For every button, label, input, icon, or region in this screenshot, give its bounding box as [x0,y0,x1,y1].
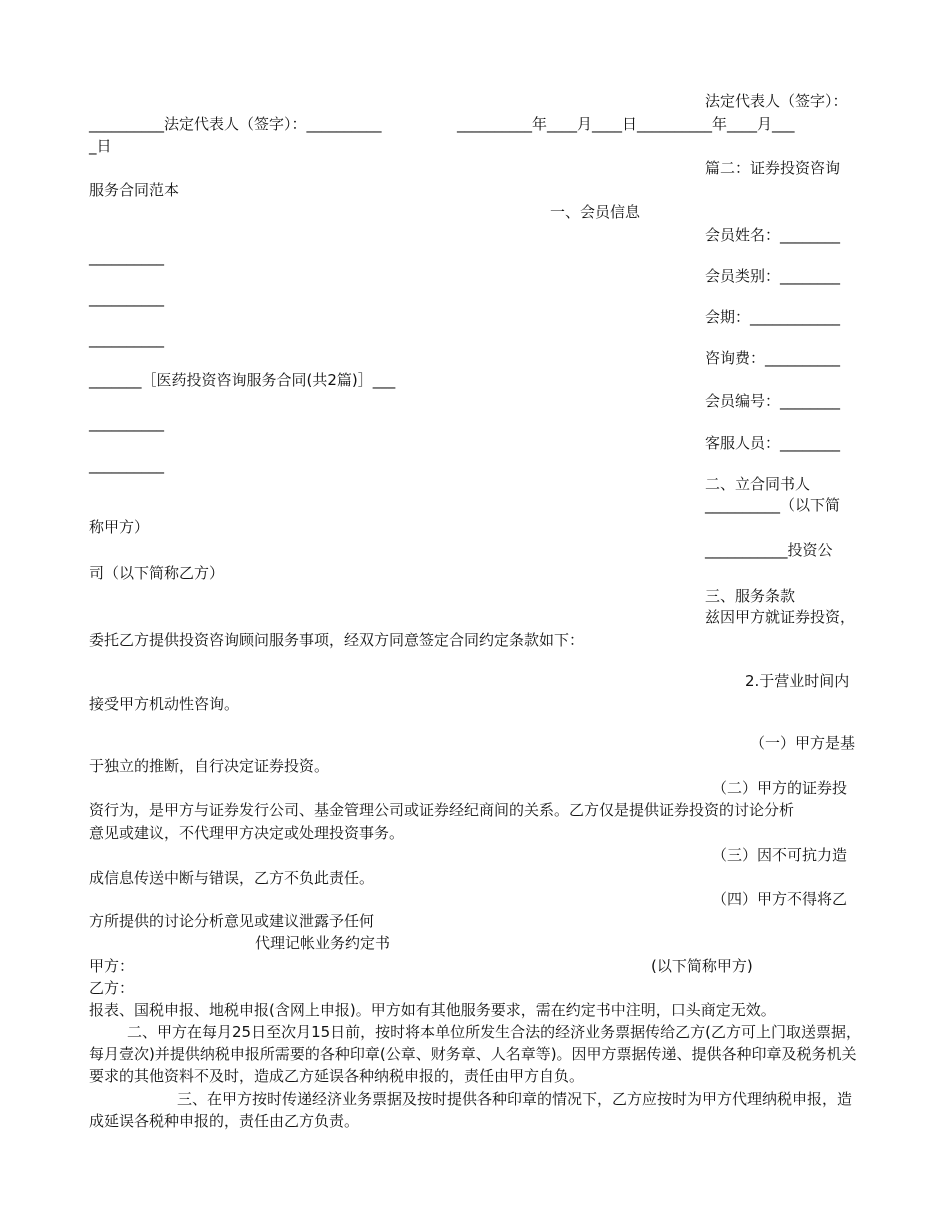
body-text: 报表、国税申报、地税申报(含网上申报)。甲方如有其他服务要求，需在约定书中注明，口头商定无效。 [89,1001,776,1019]
date-line: __________年____月____日__________年____月___ [457,115,795,133]
field-blank: __________ [89,414,164,432]
clause-text-wrap: 于独立的推断，自行决定证券投资。 [89,757,330,775]
clause-text-wrap: 资行为，是甲方与证券发行公司、基金管理公司或证券经纪商间的关系。乙方仅是提供证券投资的讨论分析 [89,801,795,819]
body-text: 兹因甲方就证券投资， [705,608,856,626]
party-a-line: __________（以下简 [705,496,841,514]
party-b-line: ___________投资公 [705,541,833,559]
party-b-label: 乙方： [89,979,135,997]
clause-text: （四）甲方不得将乙 [712,890,848,908]
party-b-line-wrap: 司（以下简称乙方） [89,564,225,582]
field-blank: __________ [89,289,164,307]
chapter-title: 篇二：证券投资咨询 [705,159,841,177]
field-fee: 咨询费：__________ [705,349,841,367]
field-member-number: 会员编号：________ [705,392,841,410]
party-a-label: 甲方： [89,957,135,975]
party-a-line-wrap: 称甲方） [89,518,150,536]
section-heading: 三、服务条款 [705,587,796,605]
doc-reference: _______［医药投资咨询服务合同(共2篇)］___ [89,371,396,389]
field-blank: __________ [89,330,164,348]
clause-text: （三）因不可抗力造 [712,846,848,864]
signature-line: __________法定代表人（签字）：__________ [89,115,382,133]
section-heading: 一、会员信息 [550,203,641,221]
body-text: 委托乙方提供投资咨询顾问服务事项，经双方同意签定合同约定条款如下： [89,631,585,649]
chapter-title-wrap: 服务合同范本 [89,181,180,199]
clause-text-wrap: 意见或建议，不代理甲方决定或处理投资事务。 [89,824,405,842]
field-service-staff: 客服人员：________ [705,434,841,452]
agreement-title: 代理记帐业务约定书 [255,934,391,952]
field-blank: __________ [89,456,164,474]
field-blank: __________ [89,248,164,266]
clause-text-wrap: 接受甲方机动性咨询。 [89,695,240,713]
field-term: 会期：____________ [705,308,841,326]
signature-label: 法定代表人（签字）： [705,92,848,110]
section-heading: 二、立合同书人 [705,475,811,493]
paragraph-three: 三、在甲方按时传递经济业务票据及按时提供各种印章的情况下，乙方应按时为甲方代理纳税申报，造成延误各税种申报的，责任由乙方负责。 [89,1090,853,1130]
field-member-name: 会员姓名：________ [705,226,841,244]
date-line-wrap: _日 [89,137,112,155]
clause-text: （二）甲方的证券投 [712,779,848,797]
clause-text-wrap: 方所提供的讨论分析意见或建议泄露予任何 [89,912,375,930]
field-member-type: 会员类别：________ [705,267,841,285]
clause-text-wrap: 成信息传送中断与错误，乙方不负此责任。 [89,869,375,887]
paragraph-two: 二、甲方在每月25日至次月15日前，按时将本单位所发生合法的经济业务票据传给乙方(乙方可上门取送票据，每月壹次)并提供纳税申报所需要的各种印章(公章、财务章、人名章等)。因甲方票据传递、提供各种印章及税务机关要求的其他资料不及时，造成乙方延误各种纳税申报的，责任由甲方自负。 [89,1023,862,1085]
party-a-note: (以下简称甲方) [651,957,753,975]
clause-text: 2.于营业时间内 [745,672,850,690]
clause-text: （一）甲方是基 [750,734,856,752]
